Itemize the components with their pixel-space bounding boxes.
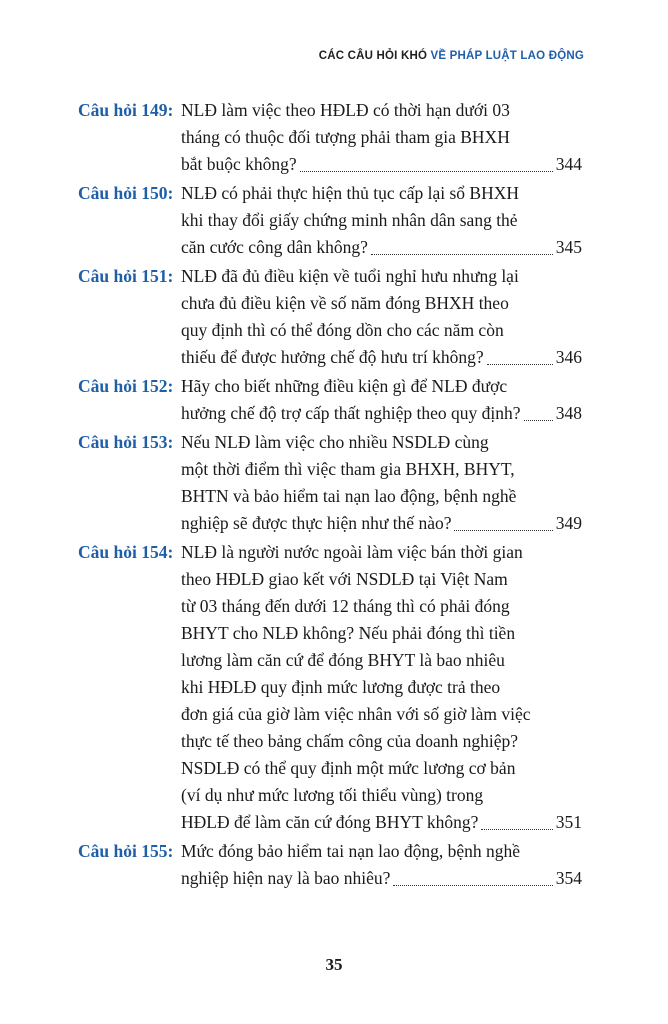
question-line: nghiệp hiện nay là bao nhiêu? (181, 868, 391, 888)
dot-leader (393, 884, 552, 886)
question-last-line (181, 344, 582, 371)
question-label: Câu hỏi 149: (78, 100, 174, 120)
toc-entry (78, 838, 582, 892)
toc-page-number: 345 (555, 237, 582, 257)
question-line: HĐLĐ để làm căn cứ đóng BHYT không? (181, 812, 479, 832)
question-line: thiếu để được hưởng chế độ hưu trí không? (181, 347, 484, 367)
header-book-title-part2: VỀ PHÁP LUẬT LAO ĐỘNG (430, 50, 584, 62)
question-line: NLĐ là người nước ngoài làm việc bán thời gian (181, 542, 523, 562)
question-line: NLĐ đã đủ điều kiện về tuổi nghỉ hưu nhưng lại (181, 266, 519, 286)
question-text (181, 180, 582, 261)
question-line: hưởng chế độ trợ cấp thất nghiệp theo quy định? (181, 403, 521, 423)
question-line: BHYT cho NLĐ không? Nếu phải đóng thì tiền (181, 623, 516, 643)
toc-entry (78, 263, 582, 371)
question-last-line (181, 809, 582, 836)
toc-page-number: 346 (555, 347, 582, 367)
question-line: Hãy cho biết những điều kiện gì để NLĐ được (181, 376, 508, 396)
question-text (181, 838, 582, 892)
dot-leader (371, 253, 553, 255)
toc-page-number: 344 (555, 154, 582, 174)
question-line: một thời điểm thì việc tham gia BHXH, BHYT, (181, 459, 515, 479)
question-last-line (181, 510, 582, 537)
toc-page-number: 348 (555, 403, 582, 423)
dot-leader (454, 529, 552, 531)
toc-page-number: 349 (555, 513, 582, 533)
toc-entry (78, 539, 582, 836)
question-text (181, 373, 582, 427)
page-number: 35 (325, 955, 343, 974)
toc-entry (78, 373, 582, 427)
dot-leader (300, 170, 553, 172)
question-line: lương làm căn cứ để đóng BHYT là bao nhiêu (181, 650, 505, 670)
toc-entry (78, 97, 582, 178)
toc-page-number: 351 (555, 812, 582, 832)
question-line: Mức đóng bảo hiểm tai nạn lao động, bệnh nghề (181, 841, 520, 861)
question-line: quy định thì có thể đóng dồn cho các năm còn (181, 320, 504, 340)
dot-leader (481, 828, 552, 830)
question-line: khi HĐLĐ quy định mức lương được trả theo (181, 677, 501, 697)
question-line: NLĐ làm việc theo HĐLĐ có thời hạn dưới 03 (181, 100, 510, 120)
table-of-contents (78, 97, 582, 894)
question-text (181, 429, 582, 537)
question-label: Câu hỏi 155: (78, 841, 174, 861)
question-line: (ví dụ như mức lương tối thiểu vùng) trong (181, 785, 484, 805)
question-line: bắt buộc không? (181, 154, 297, 174)
toc-entry (78, 180, 582, 261)
question-last-line (181, 234, 582, 261)
question-text (181, 539, 582, 836)
question-last-line (181, 400, 582, 427)
question-line: căn cước công dân không? (181, 237, 368, 257)
dot-leader (487, 363, 553, 365)
question-line: BHTN và bảo hiểm tai nạn lao động, bệnh nghề (181, 486, 517, 506)
question-last-line (181, 865, 582, 892)
header-book-title-part1: CÁC CÂU HỎI KHÓ (318, 50, 431, 62)
question-line: NLĐ có phải thực hiện thủ tục cấp lại sổ BHXH (181, 183, 520, 203)
question-line: chưa đủ điều kiện về số năm đóng BHXH theo (181, 293, 509, 313)
question-line: khi thay đổi giấy chứng minh nhân dân sang thẻ (181, 210, 518, 230)
toc-page-number: 354 (555, 868, 582, 888)
question-line: nghiệp sẽ được thực hiện như thế nào? (181, 513, 452, 533)
question-last-line (181, 151, 582, 178)
question-line: tháng có thuộc đối tượng phải tham gia BHXH (181, 127, 510, 147)
running-header (319, 50, 584, 62)
question-line: từ 03 tháng đến dưới 12 tháng thì có phải đóng (181, 596, 510, 616)
dot-leader (524, 419, 553, 421)
question-line: NSDLĐ có thể quy định một mức lương cơ bản (181, 758, 516, 778)
question-text (181, 263, 582, 371)
question-line: theo HĐLĐ giao kết với NSDLĐ tại Việt Nam (181, 569, 508, 589)
question-line: thực tế theo bảng chấm công của doanh nghiệp? (181, 731, 519, 751)
question-label: Câu hỏi 150: (78, 183, 174, 203)
question-line: Nếu NLĐ làm việc cho nhiều NSDLĐ cùng (181, 432, 489, 452)
question-line: đơn giá của giờ làm việc nhân với số giờ làm việc (181, 704, 531, 724)
question-label: Câu hỏi 154: (78, 542, 174, 562)
toc-entry (78, 429, 582, 537)
question-label: Câu hỏi 151: (78, 266, 174, 286)
question-label: Câu hỏi 153: (78, 432, 174, 452)
question-text (181, 97, 582, 178)
question-label: Câu hỏi 152: (78, 376, 174, 396)
